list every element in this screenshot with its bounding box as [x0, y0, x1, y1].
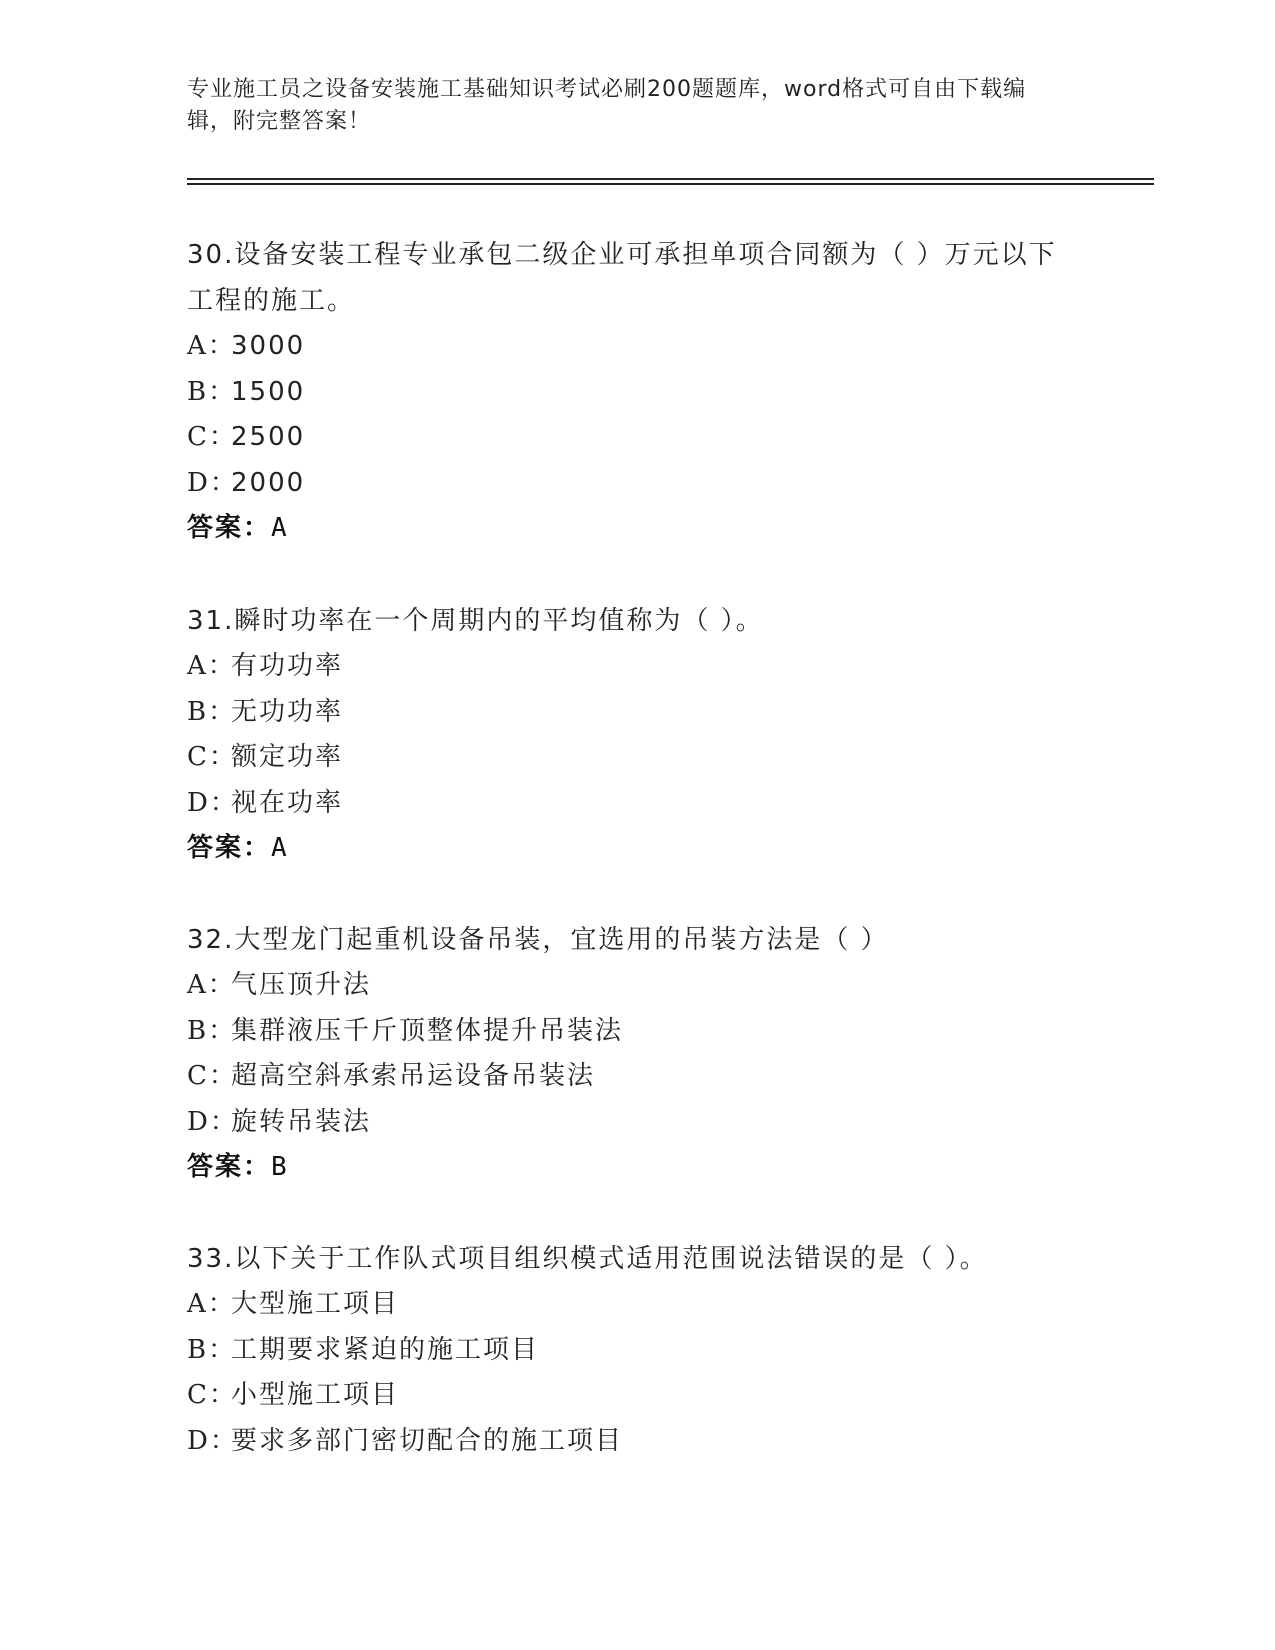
option-key: B：	[187, 1015, 237, 1046]
option-value: 要求多部门密切配合的施工项目	[231, 1425, 624, 1456]
option-c	[187, 735, 1067, 781]
option-value: 超高空斜承索吊运设备吊装法	[231, 1061, 596, 1091]
answer-label: 答案：	[187, 513, 272, 543]
option-b	[187, 1328, 1067, 1374]
option-value: 2000	[231, 467, 306, 498]
option-value: 1500	[231, 376, 306, 407]
option-value: 3000	[231, 331, 306, 361]
question-31	[187, 598, 1067, 872]
option-b	[187, 690, 1067, 736]
answer-line	[187, 506, 1067, 552]
option-key: B：	[187, 376, 237, 407]
question-text: 32.大型龙门起重机设备吊装，宜选用的吊装方法是（ ）	[187, 925, 889, 955]
option-value: 无功功率	[231, 696, 344, 727]
question-text: 33.以下关于工作队式项目组织模式适用范围说法错误的是（ ）。	[187, 1244, 988, 1274]
option-d	[187, 1419, 1067, 1465]
option-key: A：	[187, 970, 236, 1000]
option-key: A：	[187, 651, 236, 681]
option-key: C：	[187, 742, 237, 772]
answer-line	[187, 1145, 1067, 1191]
option-b	[187, 370, 1067, 416]
option-value: 工期要求紧迫的施工项目	[231, 1334, 540, 1365]
answer-label: 答案：	[187, 833, 272, 863]
option-value: 额定功率	[231, 742, 344, 772]
option-d	[187, 461, 1067, 507]
answer-value: A	[271, 513, 289, 543]
option-a	[187, 324, 1067, 370]
option-key: C：	[187, 422, 237, 452]
option-a	[187, 1282, 1067, 1328]
option-key: A：	[187, 1289, 236, 1319]
header-rule-top	[187, 178, 1154, 180]
option-a	[187, 644, 1067, 690]
answer-value: B	[271, 1152, 289, 1182]
option-key: C：	[187, 1061, 237, 1091]
option-key: C：	[187, 1380, 237, 1410]
header-rule-bottom	[187, 183, 1154, 185]
option-c	[187, 1373, 1067, 1419]
option-value: 大型施工项目	[231, 1289, 400, 1319]
document-header: 专业施工员之设备安装施工基础知识考试必刷200题题库，word格式可自由下载编辑，附完整答案！	[187, 77, 1027, 134]
option-value: 2500	[231, 422, 306, 452]
answer-line	[187, 826, 1067, 872]
question-33	[187, 1236, 1067, 1464]
option-key: B：	[187, 696, 237, 727]
option-value: 旋转吊装法	[231, 1106, 372, 1137]
option-c	[187, 1054, 1067, 1100]
option-value: 小型施工项目	[231, 1380, 400, 1410]
option-key: D：	[187, 1425, 238, 1456]
question-text: 30.设备安装工程专业承包二级企业可承担单项合同额为（ ）万元以下工程的施工。	[187, 240, 1057, 316]
option-key: D：	[187, 467, 238, 498]
question-text: 31.瞬时功率在一个周期内的平均值称为（ ）。	[187, 606, 764, 636]
question-32	[187, 917, 1067, 1191]
option-key: D：	[187, 787, 238, 818]
option-value: 有功功率	[231, 651, 344, 681]
option-value: 视在功率	[231, 787, 344, 818]
option-key: B：	[187, 1334, 237, 1365]
answer-label: 答案：	[187, 1152, 272, 1182]
answer-value: A	[271, 833, 289, 863]
option-c	[187, 415, 1067, 461]
option-value: 集群液压千斤顶整体提升吊装法	[231, 1015, 624, 1046]
option-d	[187, 1100, 1067, 1146]
option-d	[187, 781, 1067, 827]
question-30	[187, 232, 1067, 552]
option-b	[187, 1009, 1067, 1055]
option-value: 气压顶升法	[231, 970, 372, 1000]
option-key: D：	[187, 1106, 238, 1137]
option-key: A：	[187, 331, 236, 361]
option-a	[187, 963, 1067, 1009]
